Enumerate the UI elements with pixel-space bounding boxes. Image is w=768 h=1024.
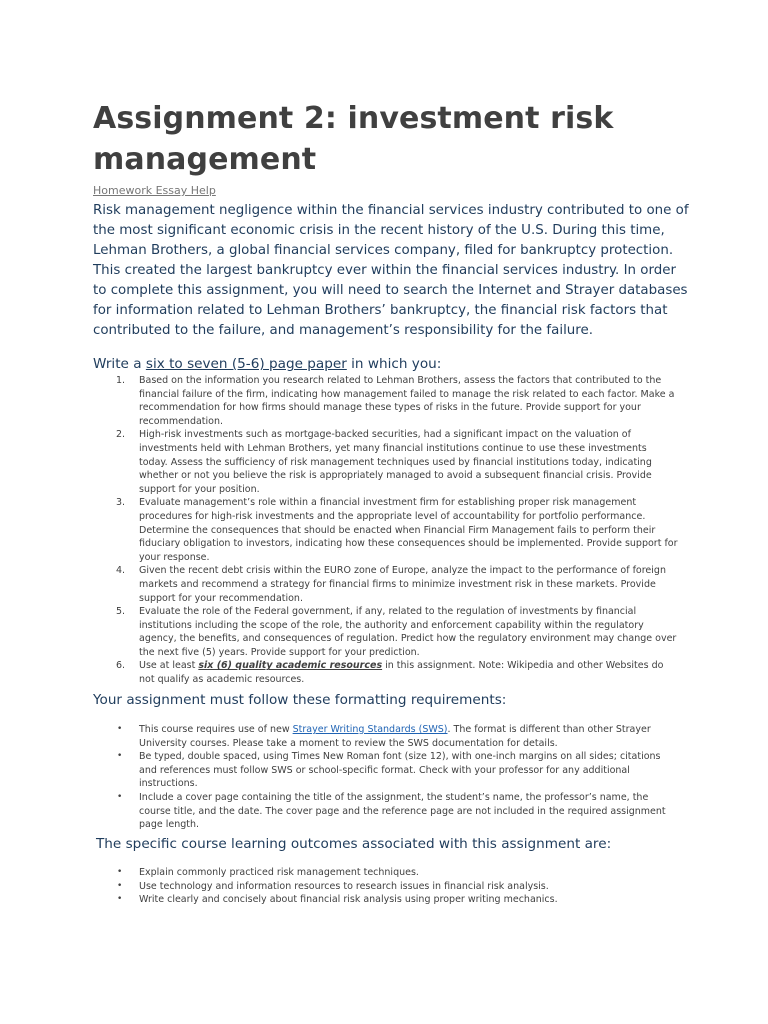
outcomes-heading: The specific course learning outcomes associated with this assignment are: — [96, 836, 612, 852]
task-item — [93, 564, 678, 605]
outcome-text: Write clearly and concisely about financial risk analysis using proper writing mechanics. — [139, 894, 558, 906]
task-number: 3. — [116, 497, 126, 509]
list-item — [93, 723, 678, 750]
bullet-icon: • — [117, 894, 123, 905]
list-item — [93, 880, 678, 894]
task-list — [93, 374, 678, 687]
list-item — [93, 866, 678, 880]
task-number: 6. — [116, 660, 126, 672]
page-count-requirement: six to seven (5-6) page paper — [145, 356, 347, 372]
resources-requirement: six (6) quality academic resources — [198, 660, 383, 672]
outcome-text: Explain commonly practiced risk management techniques. — [139, 867, 419, 878]
list-item — [93, 750, 678, 791]
list-item — [93, 893, 678, 907]
bullet-icon: • — [117, 751, 123, 762]
task-suffix: in this assignment. Note: Wikipedia and other Websites do not qualify as academic resources. — [139, 660, 664, 686]
list-item — [93, 791, 678, 832]
intro-paragraph: Risk management negligence within the financial services industry contributed to one of the most significant economic crisis in the recent history of the U.S. During this time, Lehman Brothers, a global financial services company, filed for bankruptcy protection. This created the largest bankruptcy ever within the financial services industry. In order to complete this assignment, you will need to search the Internet and Strayer databases for information related to Lehman Brothers’ bankruptcy, the financial risk factors that contributed to the failure, and management’s responsibility for the failure. — [93, 203, 689, 338]
task-number: 5. — [116, 606, 126, 618]
task-text: Evaluate management’s role within a financial investment firm for establishing proper risk management procedures for high-risk investments and the appropriate level of accountability for portfolio performance. Determine the consequences that should be enacted when Financial Firm Management fails to perform their fiduciary obligation to investors, indicating how these consequences should be implemented. Provide support for your response. — [139, 497, 678, 563]
bullet-icon: • — [117, 724, 123, 734]
bullet-icon: • — [117, 880, 123, 891]
write-suffix: in which you: — [346, 356, 442, 372]
task-number: 4. — [116, 565, 126, 577]
formatting-list — [93, 723, 678, 832]
bullet-icon: • — [117, 791, 123, 802]
page-title: Assignment 2: investment risk management — [93, 101, 614, 177]
task-item — [93, 659, 678, 686]
bullet-icon: • — [117, 867, 123, 877]
item-prefix: This course requires use of new — [139, 724, 293, 735]
task-text: Evaluate the role of the Federal government, if any, related to the regulation of investments by financial institutions including the scope of the role, the authority and enforcement capability within the regulatory agency, the benefits, and consequences of regulation. Predict how the regulatory environment may change over the next five (5) years. Provide support for your prediction. — [139, 606, 677, 658]
task-prefix: Use at least — [139, 660, 199, 672]
outcome-text: Use technology and information resources to research issues in financial risk analysis. — [139, 880, 549, 892]
task-item — [93, 374, 678, 428]
item-suffix: . The format is different than other Strayer University courses. Please take a moment to review the SWS documentation for details. — [139, 724, 651, 749]
item-text: Include a cover page containing the title of the assignment, the student’s name, the professor’s name, the course title, and the date. The cover page and the reference page are not included in the required assignment page length. — [139, 791, 666, 831]
task-item — [93, 605, 678, 659]
task-text: High-risk investments such as mortgage-backed securities, had a significant impact on the valuation of investments held with Lehman Brothers, yet many financial institutions continue to use these investments today. Assess the sufficiency of risk management techniques used by financial institutions today, indicating whether or not you believe the risk is appropriately managed to avoid a subsequent financial crisis. Provide support for your position. — [139, 429, 652, 495]
write-instruction — [93, 354, 441, 374]
task-text: Given the recent debt crisis within the EURO zone of Europe, analyze the impact to the performance of foreign markets and recommend a strategy for financial firms to minimize investment risk in these markets. Provide support for your recommendation. — [139, 565, 666, 604]
outcomes-list — [93, 866, 678, 907]
task-text: Based on the information you research related to Lehman Brothers, assess the factors that contributed to the financial failure of the firm, indicating how management failed to manage the risk related to each factor. Make a recommendation for how firms should manage these types of risks in the future. Provide support for your recommendation. — [139, 375, 675, 427]
homework-essay-help-link[interactable]: Homework Essay Help — [93, 184, 216, 197]
write-prefix: Write a — [93, 356, 146, 372]
task-item — [93, 496, 678, 564]
task-number: 2. — [116, 429, 126, 441]
sws-link[interactable]: Strayer Writing Standards (SWS) — [292, 724, 448, 735]
item-text: Be typed, double spaced, using Times New Roman font (size 12), with one-inch margins on all sides; citations and references must follow SWS or school-specific format. Check with your professor for any additional instructions. — [139, 751, 661, 790]
task-item — [93, 428, 678, 496]
formatting-heading: Your assignment must follow these formatting requirements: — [93, 692, 507, 708]
task-number: 1. — [116, 375, 126, 386]
